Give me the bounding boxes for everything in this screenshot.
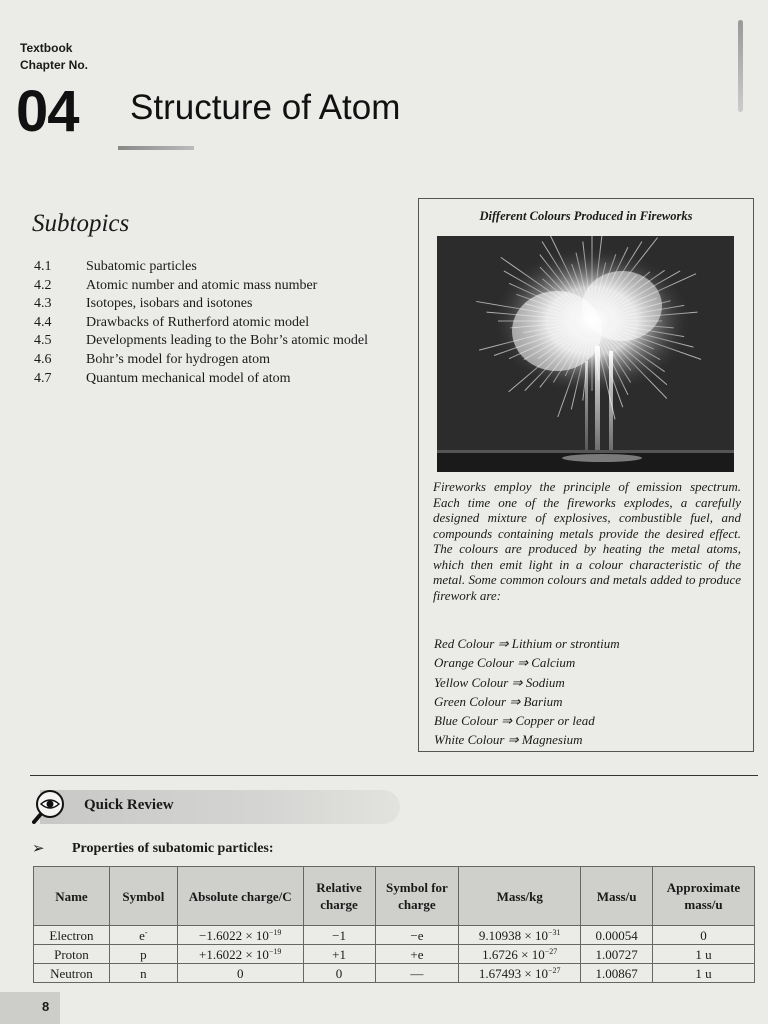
column-header: Relative charge (303, 867, 375, 926)
fireworks-title: Different Colours Produced in Fireworks (479, 209, 693, 223)
absolute-charge: $-1.6022 \times 10^{-19}$ (177, 926, 303, 945)
particle-name: Proton (34, 945, 110, 964)
subtopics-list (34, 258, 406, 388)
page-number-tab (0, 992, 60, 1024)
column-header: Symbol for charge (375, 867, 459, 926)
approximate-mass: 0 (653, 926, 755, 945)
subtopic-text: Isotopes, isobars and isotones (86, 296, 253, 312)
mass-u: 0.00054 (581, 926, 653, 945)
colour-row (434, 634, 744, 653)
page-edge-mark (738, 20, 743, 112)
subtopic-item (34, 351, 406, 370)
subtopic-text: Bohr’s model for hydrogen atom (86, 351, 271, 367)
subtopic-item (34, 258, 406, 277)
metal-name: Magnesium (521, 732, 583, 748)
colour-row (434, 711, 744, 730)
column-header: Approximate mass/u (653, 867, 755, 926)
metal-name: Barium (523, 693, 563, 709)
subatomic-properties-table (33, 866, 755, 983)
table-row (34, 964, 755, 983)
table-row (34, 926, 755, 945)
relative-charge: 0 (303, 964, 375, 983)
mass-kg: $9.10938 \times 10^{-31}$ (459, 926, 581, 945)
subtopic-text: Subatomic particles (86, 259, 197, 274)
fireworks-caption: Fireworks employ the principle of emission spectrum. Each time one of the fireworks explodes, a carefully designed mixture of explosives, combustible fuel, and compounds containing metals provide the desired effect. The colours are produced by heating the metal atoms, which then emit light in a colour characteristic of the metal. Some common colours and metals added to produce firework are: (433, 479, 741, 603)
subtopic-text: Atomic number and atomic mass number (86, 277, 318, 293)
chapter-title: Structure of Atom (130, 88, 401, 127)
subtopic-number: 4.6 (34, 351, 52, 367)
metal-name: Sodium (525, 674, 565, 690)
subtopic-item (34, 332, 406, 351)
particle-symbol: e- (109, 926, 177, 945)
mass-u: 1.00867 (581, 964, 653, 983)
subtopic-number: 4.1 (34, 259, 52, 274)
fireworks-illustration (437, 236, 734, 472)
symbol-for-charge: +e (375, 945, 459, 964)
bullet-arrow-icon: ➢ (32, 839, 45, 857)
subtopic-number: 4.7 (34, 370, 52, 386)
colour-name: White Colour (434, 732, 505, 748)
metal-name: Lithium or strontium (511, 636, 620, 651)
colour-name: Blue Colour (434, 713, 498, 729)
approximate-mass: 1 u (653, 945, 755, 964)
textbook-label (20, 40, 88, 74)
relative-charge: −1 (303, 926, 375, 945)
metal-name: Calcium (531, 655, 576, 671)
mass-kg: $1.67493 \times 10^{-27}$ (459, 964, 581, 983)
fireworks-photo (437, 236, 734, 472)
magnifier-eye-icon (32, 788, 68, 824)
subtopic-text: Quantum mechanical model of atom (86, 370, 291, 386)
particle-symbol: n (109, 964, 177, 983)
firework-colours-list (434, 634, 744, 750)
absolute-charge: 0 (177, 964, 303, 983)
implies-icon: ⇒ (497, 636, 509, 651)
quick-review-label: Quick Review (84, 797, 174, 813)
colour-row (434, 653, 744, 672)
subtopics-heading: Subtopics (32, 210, 130, 237)
chapter-number: 04 (16, 79, 79, 144)
subtopic-number: 4.2 (34, 277, 52, 293)
approximate-mass: 1 u (653, 964, 755, 983)
symbol-for-charge: −e (375, 926, 459, 945)
particle-name: Electron (34, 926, 110, 945)
subtopic-number: 4.5 (34, 333, 52, 349)
subtopic-text: Developments leading to the Bohr’s atomic model (86, 333, 369, 349)
subtopic-item (34, 295, 406, 314)
symbol-for-charge: — (375, 964, 459, 983)
implies-icon: ⇒ (517, 655, 528, 671)
implies-icon: ⇒ (501, 713, 513, 729)
column-header: Mass/kg (459, 867, 581, 926)
column-header: Mass/u (581, 867, 653, 926)
implies-icon: ⇒ (507, 732, 519, 748)
relative-charge: +1 (303, 945, 375, 964)
table-row (34, 945, 755, 964)
colour-name: Red Colour (434, 636, 495, 651)
implies-icon: ⇒ (511, 674, 523, 690)
absolute-charge: $+1.6022 \times 10^{-19}$ (177, 945, 303, 964)
mass-kg: $1.6726 \times 10^{-27}$ (459, 945, 581, 964)
column-header: Name (34, 867, 110, 926)
properties-heading: Properties of subatomic particles: (72, 841, 274, 856)
subtopic-text: Drawbacks of Rutherford atomic model (86, 314, 310, 330)
implies-icon: ⇒ (509, 693, 521, 709)
particle-symbol: p (109, 945, 177, 964)
section-divider (30, 775, 758, 776)
colour-row (434, 673, 744, 692)
column-header: Symbol (109, 867, 177, 926)
colour-row (434, 730, 744, 749)
title-underline (118, 146, 194, 150)
subtopic-item (34, 277, 406, 296)
colour-name: Green Colour (434, 693, 507, 709)
column-header: Absolute charge/C (177, 867, 303, 926)
colour-name: Yellow Colour (434, 674, 509, 690)
subtopic-item (34, 370, 406, 389)
subtopic-number: 4.3 (34, 296, 52, 312)
table-header-row (34, 867, 755, 926)
colour-name: Orange Colour (434, 655, 514, 671)
colour-row (434, 692, 744, 711)
textbook-label-line1: Textbook (20, 41, 73, 55)
textbook-label-line2: Chapter No. (20, 58, 89, 72)
mass-u: 1.00727 (581, 945, 653, 964)
subtopic-number: 4.4 (34, 314, 52, 330)
metal-name: Copper or lead (515, 713, 595, 729)
page-number: 8 (42, 999, 50, 1014)
subtopic-item (34, 314, 406, 333)
particle-name: Neutron (34, 964, 110, 983)
